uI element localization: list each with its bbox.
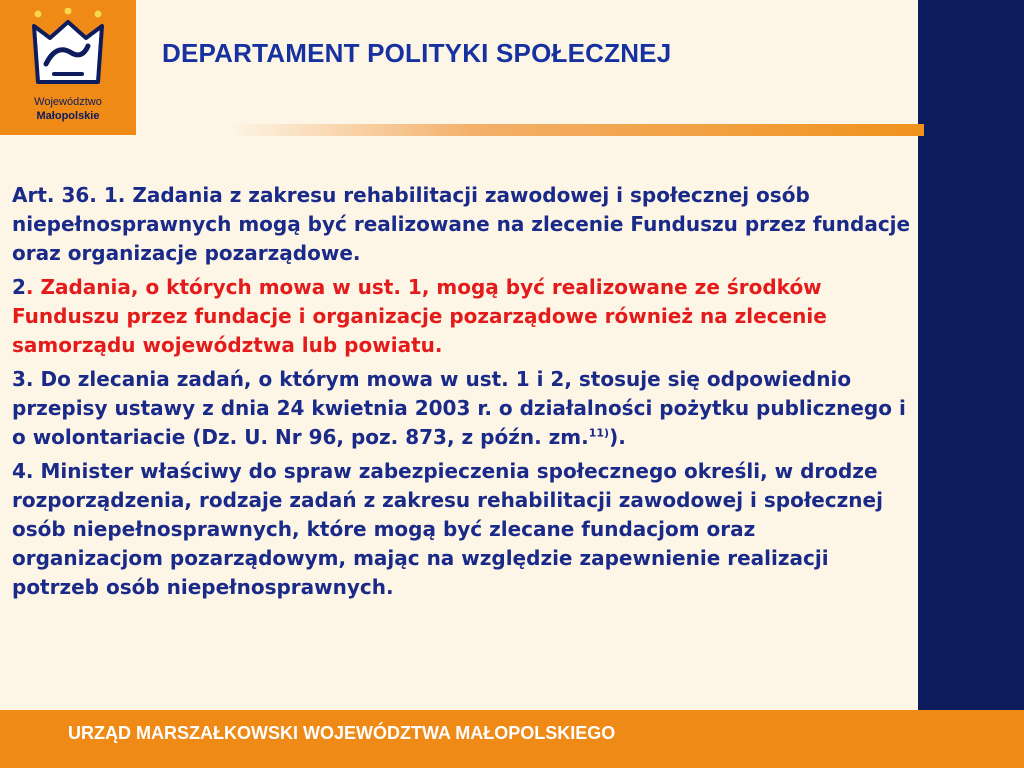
footer-bar [0,710,1024,768]
right-navy-band [918,0,1024,710]
paragraph-2-text: . Zadania, o których mowa w ust. 1, mogą być realizowane ze środków Funduszu przez fundacje i organizacje pozarządowe również na zlecenie samorządu województwa lub powiatu. [12,275,827,357]
paragraph-3-end: ). [609,425,626,449]
footer-text: URZĄD MARSZAŁKOWSKI WOJEWÓDZTWA MAŁOPOLSKIEGO [68,723,616,743]
malopolska-crest-icon [26,8,110,94]
header-gradient-divider [230,124,924,136]
paragraph-1: Art. 36. 1. Zadania z zakresu rehabilitacji zawodowej i społecznej osób niepełnosprawnych mogą być realizowane na zlecenie Funduszu przez fundacje oraz organizacje pozarządowe. [12,183,911,265]
paragraph-4: 4. Minister właściwy do spraw zabezpieczenia społecznego określi, w drodze rozporządzenia, rodzaje zadań z zakresu rehabilitacji zawodowej i społecznej osób niepełnosprawnych, które mogą być zlecane fundacjom oraz organizacjom pozarządowym, mając na względzie zapewnienie realizacji potrzeb osób niepełnosprawnych. [12,459,883,599]
logo-box [0,0,136,135]
paragraph-2-number: 2 [12,275,26,299]
paragraph-3 [12,365,912,452]
paragraph-3-footnote: 11) [588,426,610,440]
paragraph-2 [12,273,912,360]
page-title: DEPARTAMENT POLITYKI SPOŁECZNEJ [162,38,672,68]
article-content [12,181,912,607]
logo-text-malopolskie: Małopolskie [36,110,100,122]
logo-text-wojewodztwo: Województwo [34,96,102,108]
paragraph-3-text: 3. Do zlecania zadań, o którym mowa w ust. 1 i 2, stosuje się odpowiednio przepisy ustawy z dnia 24 kwietnia 2003 r. o działalności pożytku publicznego i o wolontariacie (Dz. U. Nr 96, poz. 873, z późn. zm. [12,367,906,449]
